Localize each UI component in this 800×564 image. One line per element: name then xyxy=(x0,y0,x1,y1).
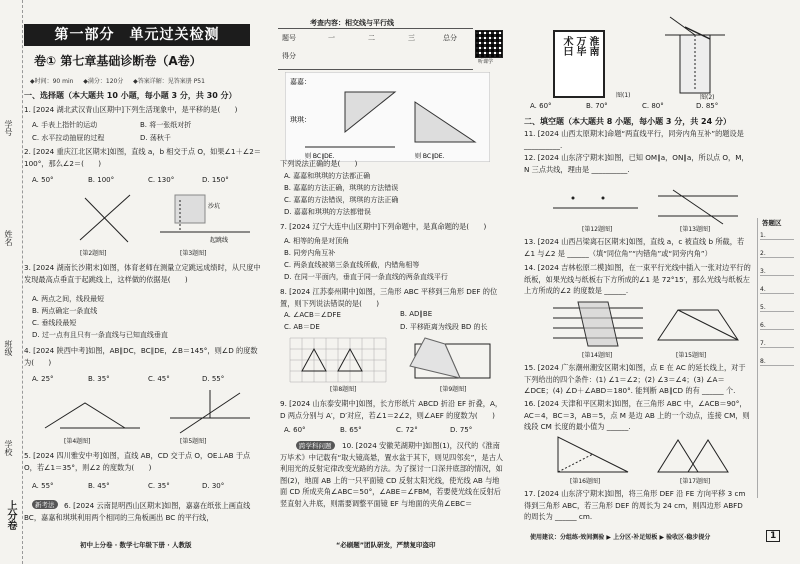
answer-line[interactable]: 4. xyxy=(760,286,794,294)
q2-option-c: C. 130° xyxy=(148,176,175,184)
q8-q9-figures xyxy=(285,336,500,384)
q12-point-o xyxy=(572,197,575,200)
q7-option-b: B. 同旁内角互补 xyxy=(284,249,336,257)
answer-line[interactable]: 5. xyxy=(760,304,794,312)
q4-caption: [第4题图] xyxy=(64,438,91,445)
q13-caption: [第13题图] xyxy=(680,226,711,233)
q16-q17-figures xyxy=(548,432,748,476)
q9-option-a: A. 60° xyxy=(284,426,306,434)
q3-option-d: D. 过一点有且只有一条直线与已知直线垂直 xyxy=(32,331,168,339)
footer-left: 初中上分卷 · 数学七年级下册 · 人教版 xyxy=(80,541,192,549)
q3-option-a: A. 两点之间，线段最短 xyxy=(32,295,105,303)
q5-option-b: B. 45° xyxy=(88,482,110,490)
q2-option-d: D. 150° xyxy=(202,176,229,184)
q15-figure xyxy=(658,310,738,340)
q1-option-b: B. 将一张纸对折 xyxy=(140,121,192,129)
q9-option-c: C. 72° xyxy=(396,426,418,434)
q5-option-a: A. 55° xyxy=(32,482,54,490)
q10-fig1-caption: 图(1) xyxy=(616,92,631,99)
q6-figures xyxy=(285,72,490,162)
answer-line[interactable]: 8. xyxy=(760,358,794,366)
paper-title: 卷① 第七章基础诊断卷（A卷） xyxy=(34,54,202,68)
q5-caption: [第5题图] xyxy=(180,438,207,445)
q2-option-b: B. 100° xyxy=(88,176,115,184)
part-title: 第一部分 单元过关检测 xyxy=(24,24,250,46)
q7-option-c: C. 两条直线被第三条直线所截，内错角相等 xyxy=(284,261,420,269)
section-choice-title: 一、选择题（本大题共 10 小题，每小题 3 分，共 30 分） xyxy=(24,91,237,100)
question-2: 2. [2024 重庆江北区期末]如图，直线 a，b 相交于点 O，如果∠1＋∠2＝100°，那么∠2＝( ) xyxy=(24,147,261,168)
question-6: 6. [2024 云南昆明西山区期末]如图，嘉嘉在纸张上画直线 BC，嘉嘉和琪琪利用两个相同的三角板画出 BC 的平行线， xyxy=(24,501,251,522)
q9-option-b: B. 65° xyxy=(340,426,362,434)
question-13: 13. [2024 山西吕梁离石区期末]如图，直线 a，c 被直线 b 所截，若∠1 与∠2 是 ______（填“同位角”“内错角”或“同旁内角”） xyxy=(524,237,745,258)
q3-label-line: 起跳线 xyxy=(210,237,229,244)
page-number: 1 xyxy=(766,530,780,542)
inscription-col-2: 万毕 xyxy=(574,36,585,56)
q6-option-b: B. 嘉嘉的方法正确，琪琪的方法错误 xyxy=(284,184,399,192)
q6-option-a: A. 嘉嘉和琪琪的方法都正确 xyxy=(284,172,371,180)
score-table-cell: 二 xyxy=(368,34,375,42)
inscription-col-1: 淮南 xyxy=(587,36,598,56)
q17-triangle-abc xyxy=(688,440,728,472)
score-table-cell: 三 xyxy=(408,34,415,42)
q8-option-d: D. 平移距离为线段 BD 的长 xyxy=(400,323,488,331)
q16-segment-cm xyxy=(558,454,593,472)
rail-label-class: 班级 xyxy=(4,340,13,356)
q3-caption: [第3题图] xyxy=(180,250,207,257)
q17-triangle-def xyxy=(658,440,698,472)
q3-option-b: B. 两点确定一条直线 xyxy=(32,307,98,315)
rail-label-school: 学校 xyxy=(4,440,13,456)
q6-label-qiqi: 琪琪： xyxy=(290,116,311,124)
q6-figure-box xyxy=(285,72,490,162)
q9-option-d: D. 75° xyxy=(450,426,473,434)
q4-option-c: C. 45° xyxy=(148,375,170,383)
q10-option-d: D. 85° xyxy=(696,102,719,110)
question-11: 11. [2024 山西太原期末]命题“两直线平行，同旁内角互补”的题设是 __________. xyxy=(524,129,744,150)
rail-label-brand: 上分卷 xyxy=(5,500,16,530)
q7-option-a: A. 相等的角是对顶角 xyxy=(284,237,350,245)
q7-option-d: D. 在同一平面内，垂直于同一条直线的两条直线平行 xyxy=(284,273,448,281)
q5-option-d: D. 30° xyxy=(202,482,225,490)
q4-option-d: D. 55° xyxy=(202,375,225,383)
q8-caption: [第8题图] xyxy=(330,386,357,393)
rail-label-id: 学号 xyxy=(4,120,13,136)
q3-option-c: C. 垂线段最短 xyxy=(32,319,77,327)
score-table xyxy=(278,28,473,70)
section-fill-title: 二、填空题（本大题共 8 小题，每小题 3 分，共 24 分） xyxy=(524,117,731,126)
q4-figure xyxy=(45,403,125,428)
score-table-cell: 得分 xyxy=(282,52,296,60)
question-1: 1. [2024 湖北武汉青山区期中]下列生活现象中，是平移的是( ) xyxy=(24,105,238,114)
binding-rail xyxy=(0,0,23,564)
answer-line[interactable]: 6. xyxy=(760,322,794,330)
score-table-cell: 一 xyxy=(328,34,335,42)
q14-caption: [第14题图] xyxy=(582,352,613,359)
inscription-col-3: 术曰 xyxy=(561,36,572,56)
q1-option-c: C. 水平拉动抽屉的过程 xyxy=(32,134,105,142)
question-10: 10. [2024 安徽芜湖期中]如图(1)，汉代的《淮南万毕术》中记载有“取大镜高悬，置水盆于其下，则见四邻矣”，是古人利用光的反射定律改变光路的方法。为了探讨一口深井底部的情况，如图(2)，地面 AB 上的一只平面镜 CD 反射太阳光线，使光线 AB 与地面 CD 所成夹角∠ABC＝50°，∠ABE＝∠FBM，若要使光线在反射后竖直射入井底，则需要调整平面镜 EF 与地面的夹角∠EBC＝ xyxy=(280,441,504,508)
q6-label-jiajia: 嘉嘉： xyxy=(290,78,311,86)
inscription-image xyxy=(553,30,605,98)
score-table-row-numbers xyxy=(278,33,473,52)
q5-option-c: C. 35° xyxy=(148,482,170,490)
q6-conclusion-2: 则 BC∥DE. xyxy=(415,153,445,160)
q10-fig2-caption: 图(2) xyxy=(700,94,715,101)
qr-label: 听课学 xyxy=(478,59,494,65)
answer-line[interactable]: 3. xyxy=(760,268,794,276)
q8-option-c: C. AB＝DE xyxy=(284,323,320,331)
question-12: 12. [2024 山东济宁期末]如图，已知 OM∥a，ON∥a，所以点 O，M，N 三点共线，理由是 __________. xyxy=(524,153,749,174)
question-9: 9. [2024 山东泰安期中]如图，长方形纸片 ABCD 折沿 EF 折叠，A，D 两点分别与 A′，D′对应，若∠1＝2∠2，则∠AEF 的度数为( ) xyxy=(280,399,503,420)
q8-grid xyxy=(290,338,386,382)
q10-sunlight xyxy=(670,17,695,35)
answer-line[interactable]: 2. xyxy=(760,250,794,258)
q8-option-b: B. AD∥BE xyxy=(400,310,433,318)
score-table-cell: 题号 xyxy=(282,34,296,42)
q10-interdisciplinary-tag: 跨学科问题 xyxy=(296,441,335,450)
q17-caption: [第17题图] xyxy=(680,478,711,485)
q12-caption: [第12题图] xyxy=(582,226,613,233)
question-15: 15. [2024 广东潮州潮安区期末]如图，点 E 在 AC 的延长线上，对于下列给出的四个条件：(1) ∠1＝∠2；(2) ∠3＝∠4；(3) ∠A＝∠DCE；(4) ∠D＋∠ABD＝180°. 能判断 AB∥CD 的有 ______ 个. xyxy=(524,363,746,395)
question-4: 4. [2024 陕西中考]如图，AB∥DC，BC∥DE，∠B＝145°，则∠D 的度数为( ) xyxy=(24,346,258,367)
q1-option-d: D. 荡秋千 xyxy=(140,134,171,142)
q16-triangle xyxy=(558,437,628,472)
q3-label-sandpit: 沙坑 xyxy=(208,203,221,210)
q12-point-m xyxy=(602,197,605,200)
question-7: 7. [2024 辽宁大连中山区期中]下列命题中，是真命题的是( ) xyxy=(280,222,487,231)
answer-area xyxy=(757,218,796,498)
q15-caption: [第15题图] xyxy=(676,352,707,359)
score-table-row-scores xyxy=(278,51,473,70)
q15-diagonal xyxy=(678,310,738,340)
q10-option-a: A. 60° xyxy=(530,102,552,110)
q12-q13-figures xyxy=(548,188,748,226)
question-3: 3. [2024 湖南长沙期末]如图，体育老师在测量立定跳远成绩时，从尺度中发现最高点垂直于起跳线上，这样做的依据是( ) xyxy=(24,263,261,284)
q2-option-a: A. 50° xyxy=(32,176,54,184)
q6-conclusion-1: 则 BC∥DE. xyxy=(305,153,335,160)
qr-code-icon xyxy=(475,30,503,58)
score-table-cell: 总分 xyxy=(443,34,457,42)
question-17: 17. [2024 山东济宁期末]如图，将三角形 DEF 沿 FE 方向平移 3 cm 得到三角形 ABC，若三角形 DEF 的周长为 24 cm，则四边形 ABFD 的周长为 ______ cm. xyxy=(524,489,746,521)
question-14: 14. [2024 吉林松原二模]如图，在一束平行光线中插入一张对边平行的纸板，如果光线与纸板右下方所成的∠1 是 72°15′，那么光线与纸板左上方所成的∠2 的度数是 ______. xyxy=(524,263,751,295)
question-5: 5. [2024 四川雅安中考]如图，直线 AB，CD 交于点 O，OE⊥AB 于点 O，若∠1＝35°，则∠2 的度数为( ) xyxy=(24,451,251,472)
q13-line-b xyxy=(673,190,723,224)
q2-q3-figures xyxy=(70,190,260,250)
q10-well-figure xyxy=(660,15,730,95)
rail-label-name: 姓名 xyxy=(4,230,13,246)
q2-line-a xyxy=(80,195,130,240)
q6-new-method-tag: 新考法 xyxy=(32,500,58,509)
question-8: 8. [2024 江苏泰州期中]如图，三角形 ABC 平移到三角形 DEF 的位置，则下列说法错误的是( ) xyxy=(280,287,498,308)
q6-option-c: C. 嘉嘉的方法错误，琪琪的方法正确 xyxy=(284,196,399,204)
q14-cardboard xyxy=(578,302,618,346)
q9-caption: [第9题图] xyxy=(440,386,467,393)
footer-middle: “必刷题”团队研发，严禁复印盗印 xyxy=(336,541,436,549)
q16-caption: [第16题图] xyxy=(570,478,601,485)
q6-option-d: D. 嘉嘉和琪琪的方法都错误 xyxy=(284,208,371,216)
q4-option-a: A. 25° xyxy=(32,375,54,383)
footer-right: 使用建议：分组练·效间测验 ▶ 上分区·补足短板 ▶ 验收区·稳步提分 xyxy=(530,534,711,541)
question-16: 16. [2024 天津和平区期末]如图，在三角形 ABC 中，∠ACB＝90°，AC＝4，BC＝3，AB＝5，点 M 是边 AB 上的一个动点，连接 CM，则线段 CM 长度的最小值为 ______. xyxy=(524,399,750,431)
q10-option-b: B. 70° xyxy=(586,102,608,110)
q14-q15-figures xyxy=(548,300,748,348)
q4-q5-figures xyxy=(40,388,260,436)
q2-caption: [第2题图] xyxy=(80,250,107,257)
content-scope: 考查内容：相交线与平行线 xyxy=(310,19,394,27)
q2-line-b xyxy=(85,198,128,242)
answer-area-title: 答题区 xyxy=(762,219,782,227)
q4-option-b: B. 35° xyxy=(88,375,110,383)
paper-meta: ◆时间：90 min ◆满分：120分 ◆答案详解：见答案册 P51 xyxy=(30,78,205,85)
q10-option-c: C. 80° xyxy=(642,102,664,110)
question-6-cont: 下列说法正确的是( ) xyxy=(280,159,358,168)
q1-option-a: A. 手表上指针的运动 xyxy=(32,121,98,129)
answer-line[interactable]: 1. xyxy=(760,232,794,240)
q8-option-a: A. ∠ACB＝∠DFE xyxy=(284,311,341,319)
answer-line[interactable]: 7. xyxy=(760,340,794,348)
